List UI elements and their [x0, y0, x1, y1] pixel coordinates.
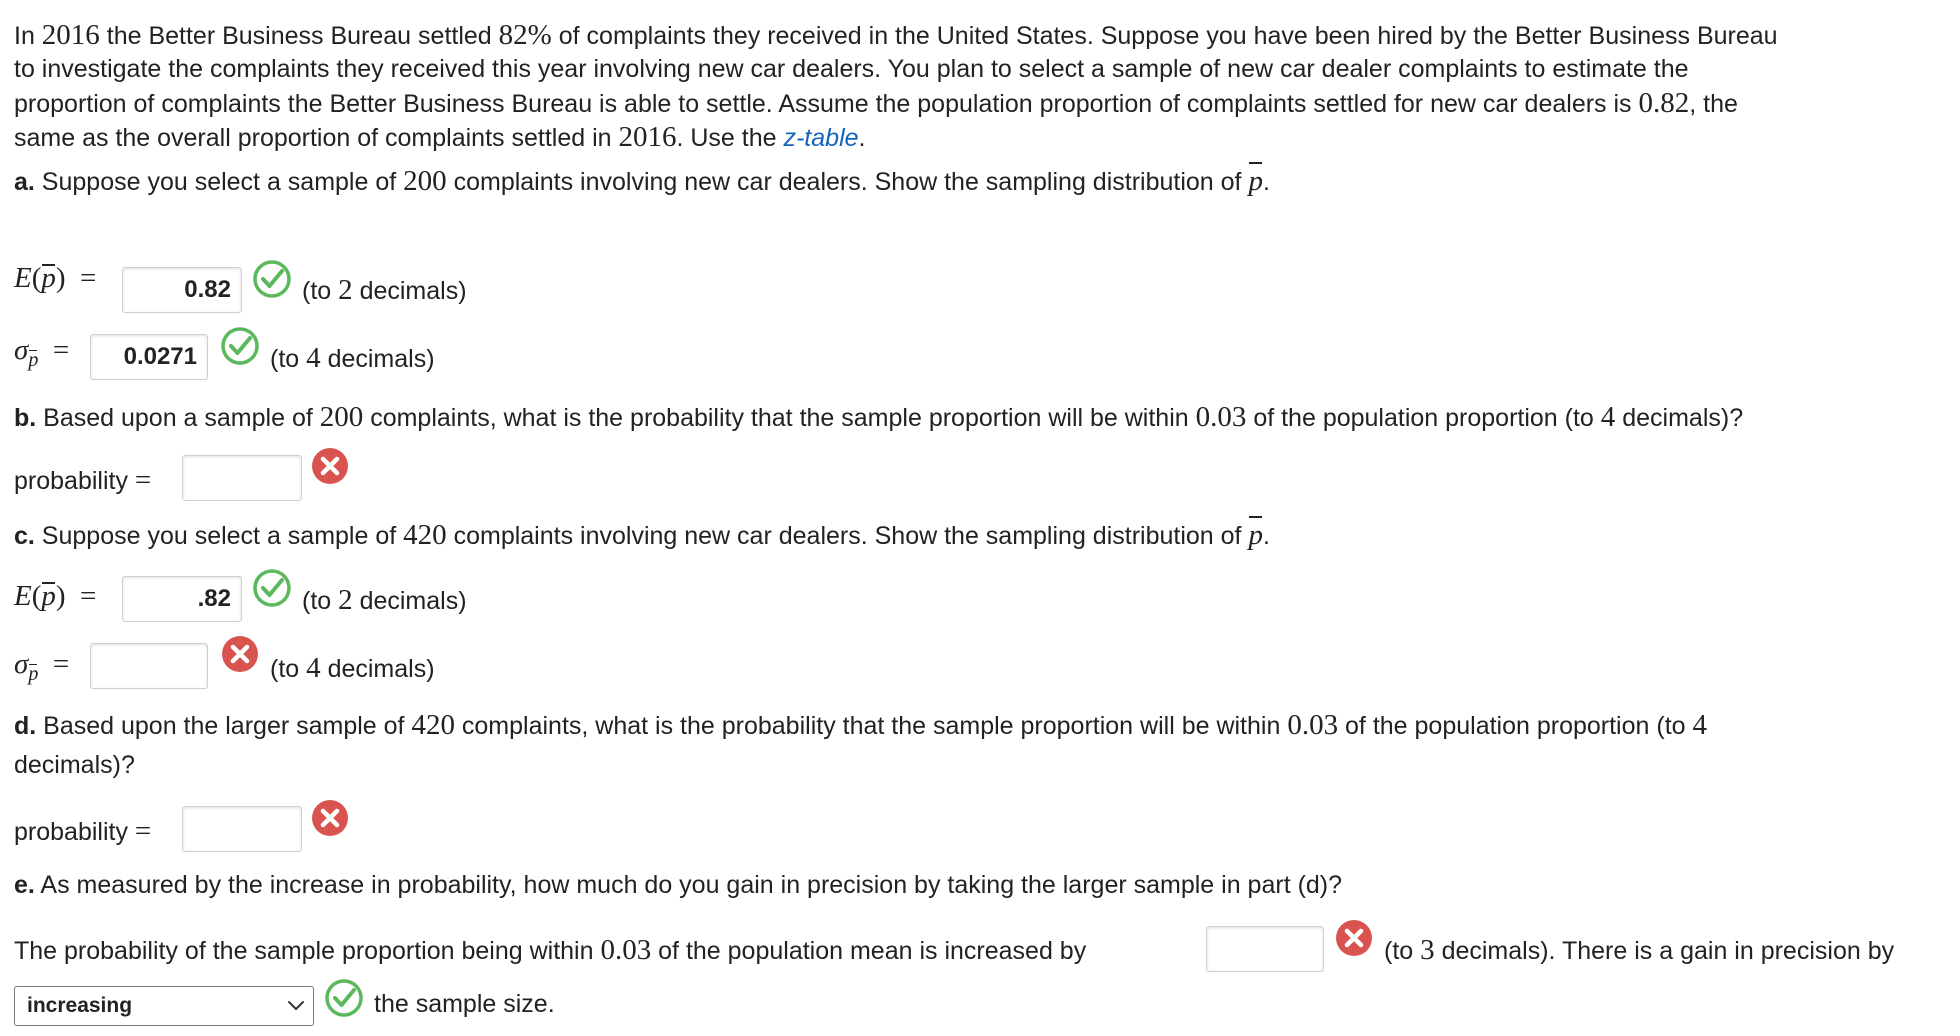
sigma-value-input-a[interactable]: 0.0271: [90, 334, 208, 380]
p-bar-symbol: p: [1248, 514, 1263, 556]
question-text: decimals)?: [14, 751, 135, 779]
expected-hint-c: (to 2 decimals): [302, 584, 467, 616]
question-text: of the population proportion (to: [1338, 712, 1693, 740]
part-e-letter: e.: [14, 871, 35, 899]
within-value: 0.03: [1287, 709, 1339, 741]
sample-size: 200: [403, 165, 447, 197]
intro-text: proportion of complaints the Better Business Bureau is able to settle. Assume the population proportion of complaints settled for new car dealers is: [14, 90, 1639, 118]
question-text: .: [1262, 522, 1270, 550]
intro-text: .: [858, 124, 866, 152]
dropdown-selected-value: increasing: [27, 994, 133, 1017]
probability-label-b: probability =: [14, 464, 152, 496]
part-e-tail: the sample size.: [374, 990, 555, 1018]
part-d-question: [14, 704, 1707, 747]
check-icon: [220, 326, 260, 366]
intro-text: same as the overall proportion of complaints settled in: [14, 124, 619, 152]
part-e-hint: (to 3 decimals). There is a gain in precision by: [1384, 934, 1895, 966]
probability-input-d[interactable]: [182, 806, 302, 852]
sigma-label-a: σ $_p$ =: [14, 334, 70, 371]
question-text: complaints, what is the probability that the sample proportion will be within: [363, 404, 1196, 432]
chevron-down-icon: [285, 993, 307, 1017]
check-icon: [252, 568, 292, 608]
intro-line-4: [14, 116, 865, 159]
intro-text: , the: [1689, 90, 1738, 118]
part-e-question: [14, 864, 1342, 906]
intro-percent: 82%: [498, 19, 552, 51]
sigma-label-c: σ $_p$ =: [14, 648, 70, 685]
x-icon: [1334, 918, 1374, 958]
within-value: 0.03: [1195, 401, 1247, 433]
question-text: complaints, what is the probability that the sample proportion will be within: [454, 712, 1288, 740]
sigma-hint-c: (to 4 decimals): [270, 652, 435, 684]
sigma-value-input-c[interactable]: [90, 643, 208, 689]
intro-text: the Better Business Bureau settled: [99, 22, 499, 50]
probability-input-b[interactable]: [182, 455, 302, 501]
x-icon: [310, 798, 350, 838]
question-text: As measured by the increase in probability, how much do you gain in precision by taking the larger sample in part (d)?: [34, 871, 1343, 899]
question-text: Suppose you select a sample of: [34, 168, 404, 196]
increase-input[interactable]: [1206, 926, 1324, 972]
part-b-letter: b.: [14, 404, 37, 432]
sigma-hint-a: (to 4 decimals): [270, 342, 435, 374]
decimals-value: 4: [1692, 709, 1707, 741]
x-icon: [220, 634, 260, 674]
part-a-letter: a.: [14, 168, 35, 196]
intro-year: 2016: [41, 19, 100, 51]
intro-text: of complaints they received in the United States. Suppose you have been hired by the Better Business Bureau: [551, 22, 1778, 50]
intro-year: 2016: [618, 121, 677, 153]
question-text: Suppose you select a sample of: [34, 522, 404, 550]
expected-hint-a: (to 2 decimals): [302, 274, 467, 306]
part-c-letter: c.: [14, 522, 35, 550]
check-icon: [324, 978, 364, 1018]
expected-value-input-a[interactable]: 0.82: [122, 267, 242, 313]
question-text: Based upon the larger sample of: [36, 712, 412, 740]
part-e-answer-text: The probability of the sample proportion being within 0.03 of the population mean is increased by: [14, 934, 1087, 966]
expected-label-a: E( p) =: [14, 262, 97, 294]
part-c-question: [14, 514, 1270, 557]
part-d-letter: d.: [14, 712, 37, 740]
sample-size: 420: [411, 709, 455, 741]
part-d-question-line-2: [14, 744, 135, 786]
question-text: of the population proportion (to: [1246, 404, 1601, 432]
expected-value-input-c[interactable]: .82: [122, 576, 242, 622]
z-table-link[interactable]: z-table: [783, 124, 859, 152]
p-bar-symbol: p: [1248, 160, 1263, 202]
expected-label-c: E( p) =: [14, 580, 97, 612]
check-icon: [252, 259, 292, 299]
question-text: .: [1262, 168, 1270, 196]
population-proportion: 0.82: [1638, 87, 1690, 119]
probability-label-d: probability =: [14, 815, 152, 847]
sample-size: 420: [403, 519, 447, 551]
decimals-value: 4: [1600, 401, 1616, 433]
intro-text: . Use the: [676, 124, 784, 152]
intro-text: to investigate the complaints they received this year involving new car dealers. You plan to select a sample of new car dealer complaints to estimate the: [14, 55, 1689, 83]
question-text: Based upon a sample of: [36, 404, 320, 432]
precision-dropdown[interactable]: [14, 986, 314, 1026]
question-text: complaints involving new car dealers. Show the sampling distribution of: [446, 522, 1249, 550]
intro-text: In: [14, 22, 42, 50]
question-text: complaints involving new car dealers. Show the sampling distribution of: [446, 168, 1249, 196]
part-b-question: [14, 396, 1743, 439]
part-a-question: [14, 160, 1270, 203]
x-icon: [310, 446, 350, 486]
sample-size: 200: [319, 401, 364, 433]
question-text: decimals)?: [1615, 404, 1744, 432]
